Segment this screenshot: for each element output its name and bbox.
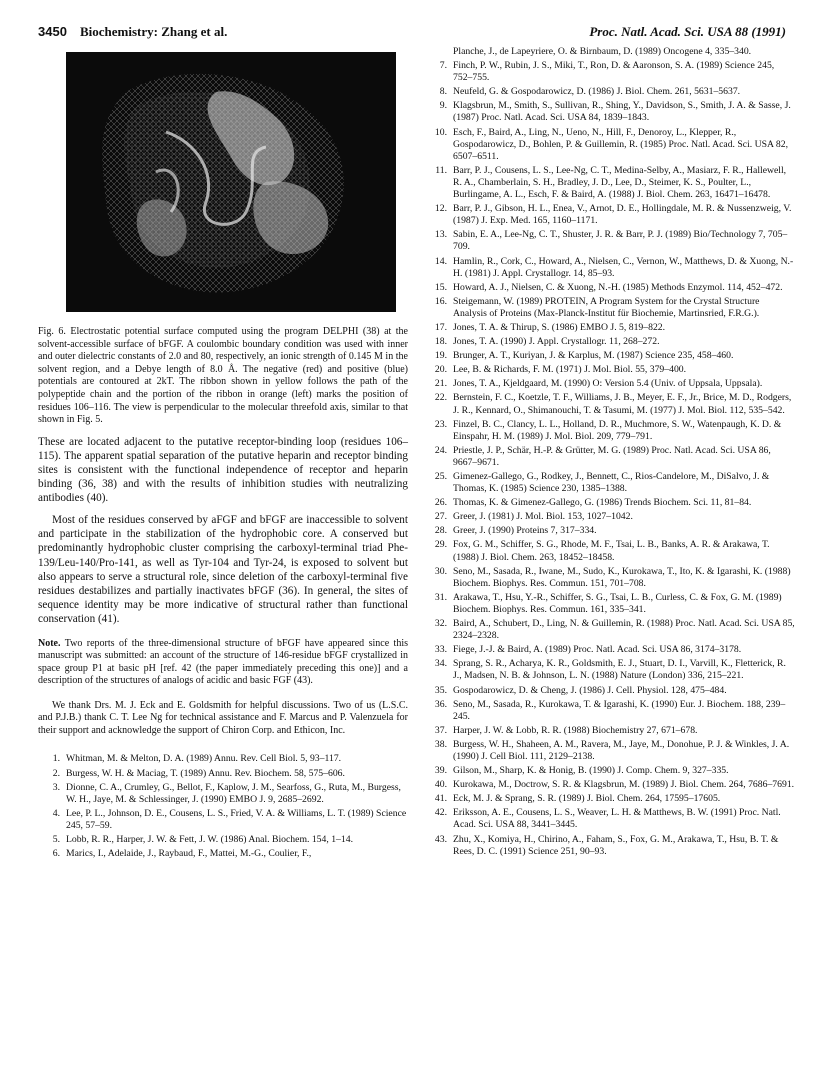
- reference-item: [425, 127, 795, 163]
- reference-number: 21.: [434, 378, 447, 390]
- reference-number: 14.: [434, 255, 447, 267]
- reference-item: [425, 685, 795, 697]
- reference-number: 20.: [434, 364, 447, 376]
- reference-text: Barr, P. J., Gibson, H. L., Enea, V., Arnot, D. E., Hollingdale, M. R. & Nussenzweig, V. (1987) J. Exp. Med. 165, 1160–1171.: [453, 203, 792, 227]
- left-column: [38, 46, 408, 862]
- reference-number: 23.: [434, 418, 447, 430]
- reference-number: 37.: [434, 724, 447, 736]
- reference-number: 2.: [52, 767, 60, 779]
- acknowledgment: We thank Drs. M. J. Eck and E. Goldsmith for helpful discussions. Two of us (L.S.C. and P.J.B.) thank C. T. Lee Ng for technical assistance and F. Marcus and P. Valenzuela for their support and acknowledge the support of Chiron Corp. and Ethicon, Inc.: [38, 699, 408, 736]
- body-paragraph-2: Most of the residues conserved by aFGF and bFGF are inaccessible to solvent and participate in the stabilization of the hydrophobic core. A conserved but predominantly hydrophobic cluster comprising the carboxyl-terminal triad Phe-139/Leu-140/Pro-141, as well as Tyr-104 and Tyr-24, is exposed to solvent but also appears to serve a structural role, since deletion of the carboxyl-terminal five residues destabilizes and partially inactivates bFGF (36). In general, the sites of sequence identity may be more indicative of structural rather than functional conservation (41).: [38, 514, 408, 625]
- reference-text: Gilson, M., Sharp, K. & Honig, B. (1990) J. Comp. Chem. 9, 327–335.: [453, 765, 729, 777]
- reference-text: Harper, J. W. & Lobb, R. R. (1988) Biochemistry 27, 671–678.: [453, 724, 698, 736]
- reference-item: [38, 768, 408, 780]
- reference-item: [425, 419, 795, 443]
- reference-item: [425, 725, 795, 737]
- reference-number: 33.: [434, 644, 447, 656]
- reference-number: 18.: [434, 336, 447, 348]
- reference-number: 16.: [434, 295, 447, 307]
- reference-item: [425, 256, 795, 280]
- reference-number: 7.: [439, 60, 447, 72]
- reference-text: Seno, M., Sasada, R., Kurokawa, T. & Igarashi, K. (1990) Eur. J. Biochem. 188, 239–245.: [453, 698, 786, 722]
- reference-item: [38, 782, 408, 806]
- reference-item: [425, 658, 795, 682]
- reference-number: 34.: [434, 658, 447, 670]
- reference-number: 32.: [434, 618, 447, 630]
- body-paragraph-1: These are located adjacent to the putative receptor-binding loop (residues 106–115). The apparent spatial separation of the putative heparin and receptor binding sites is consistent with the functional independence of receptor and heparin binding (36, 38) and with the results of inhibition studies with neutralizing antibodies (40).: [38, 435, 408, 505]
- reference-item: [38, 753, 408, 765]
- reference-text: Gospodarowicz, D. & Cheng, J. (1986) J. Cell. Physiol. 128, 475–484.: [453, 684, 727, 696]
- reference-number: 11.: [435, 164, 447, 176]
- reference-item: [425, 539, 795, 563]
- reference-text: Lee, B. & Richards, F. M. (1971) J. Mol. Biol. 55, 379–400.: [453, 364, 687, 376]
- reference-number: 4.: [52, 807, 60, 819]
- reference-item: [425, 699, 795, 723]
- reference-text: Gimenez-Gallego, G., Rodkey, J., Bennett, C., Rios-Candelore, M., DiSalvo, J. & Thomas, K. (1985) Science 230, 1385–1388.: [453, 471, 770, 495]
- note-label: Note.: [38, 637, 61, 649]
- reference-text: Barr, P. J., Cousens, L. S., Lee-Ng, C. T., Medina-Selby, A., Masiarz, F. R., Hallewell, R. A., Chamberlain, S. H., Bradley, J. D., Lee, D., Steimer, K. S., Poulter, L., Burlingame, A. L., Esch, F. & Baird, A. (1988) J. Biol. Chem. 263, 16471–16478.: [453, 164, 787, 201]
- reference-number: 38.: [434, 738, 447, 750]
- reference-number: 40.: [434, 779, 447, 791]
- reference-text: Seno, M., Sasada, R., Iwane, M., Sudo, K., Kurokawa, T., Ito, K. & Igarashi, K. (1988) Biochem. Biophys. Res. Commun. 151, 701–708.: [453, 565, 791, 589]
- reference-item: [425, 60, 795, 84]
- reference-item: [425, 765, 795, 777]
- reference-text: Thomas, K. & Gimenez-Gallego, G. (1986) Trends Biochem. Sci. 11, 81–84.: [453, 497, 752, 509]
- reference-item: [425, 86, 795, 98]
- reference-number: 19.: [434, 350, 447, 362]
- reference-item: [425, 392, 795, 416]
- reference-number: 36.: [434, 698, 447, 710]
- reference-item: [425, 471, 795, 495]
- reference-text: Lee, P. L., Johnson, D. E., Cousens, L. S., Fried, V. A. & Williams, L. T. (1989) Science 245, 57–59.: [66, 807, 407, 831]
- reference-item: [425, 296, 795, 320]
- reference-text: Jones, T. A., Kjeldgaard, M. (1990) O: Version 5.4 (Univ. of Uppsala, Uppsala).: [453, 378, 763, 390]
- reference-item: [425, 566, 795, 590]
- reference-number: 17.: [434, 321, 447, 333]
- reference-item: [425, 793, 795, 805]
- reference-text: Burgess, W. H. & Maciag, T. (1989) Annu. Rev. Biochem. 58, 575–606.: [66, 767, 345, 779]
- reference-text: Marics, I., Adelaide, J., Raybaud, F., Mattei, M.-G., Coulier, F.,: [66, 848, 312, 860]
- reference-item: [425, 229, 795, 253]
- reference-number: 26.: [434, 497, 447, 509]
- reference-number: 31.: [434, 591, 447, 603]
- reference-number: 41.: [434, 793, 447, 805]
- reference-number: 29.: [434, 539, 447, 551]
- electrostatic-surface-figure: [66, 52, 396, 312]
- reference-item: [425, 378, 795, 390]
- reference-item: [425, 336, 795, 348]
- reference-text: Neufeld, G. & Gospodarowicz, D. (1986) J. Biol. Chem. 261, 5631–5637.: [453, 86, 741, 98]
- reference-number: 1.: [52, 753, 60, 765]
- figure-caption: Fig. 6. Electrostatic potential surface computed using the program DELPHI (38) at the solvent-accessible surface of bFGF. A coulombic boundary condition was used with inner and outer dielectric constants of 2.0 and 80, respectively, an ionic strength of 0.145 M in the solvent region, and a Debye length of 8.0 Å. The negative (red) and positive (blue) potentials are contoured at 2kT. The ribbon shown in yellow follows the path of the polypeptide chain and the portion of the ribbon in orange (left) marks the position of residues 106–116. The view is perpendicular to the molecular threefold axis, similar to that shown in Fig. 5.: [38, 326, 408, 426]
- reference-number: 3.: [52, 781, 60, 793]
- reference-text: Brunger, A. T., Kuriyan, J. & Karplus, M. (1987) Science 235, 458–460.: [453, 350, 734, 362]
- reference-text: Sprang, S. R., Acharya, K. R., Goldsmith, E. J., Stuart, D. I., Varvill, K., Fletterick, R. J., Madsen, N. B. & Johnson, L. N. (1988) Nature (London) 336, 215–221.: [453, 658, 786, 682]
- reference-number: 28.: [434, 525, 447, 537]
- reference-number: 42.: [434, 807, 447, 819]
- reference-list-right: [425, 46, 795, 858]
- reference-text: Zhu, X., Komiya, H., Chirino, A., Faham, S., Fox, G. M., Arakawa, T., Hsu, B. T. & Rees, D. C. (1991) Science 251, 90–93.: [453, 833, 779, 857]
- reference-text: Fox, G. M., Schiffer, S. G., Rhode, M. F., Tsai, L. B., Banks, A. R. & Arakawa, T. (1988) J. Biol. Chem. 263, 18452–18458.: [453, 539, 770, 563]
- reference-text: Eriksson, A. E., Cousens, L. S., Weaver, L. H. & Matthews, B. W. (1991) Proc. Natl. Acad. Sci. USA 88, 3441–3445.: [453, 807, 781, 831]
- reference-number: 30.: [434, 565, 447, 577]
- reference-text: Jones, T. A. & Thirup, S. (1986) EMBO J. 5, 819–822.: [453, 321, 666, 333]
- reference-item: [425, 322, 795, 334]
- note-text: Two reports of the three-dimensional structure of bFGF have appeared since this manuscript was submitted: an account of the structure of 146-residue bFGF crystallized in space group P1 at basic pH [ref. 42 (the paper immediately preceding this one)] and a description of the structures of analogs of acidic and basic FGF (43).: [38, 637, 408, 687]
- reference-text: Eck, M. J. & Sprang, S. R. (1989) J. Biol. Chem. 264, 17595–17605.: [453, 793, 721, 805]
- reference-number: 24.: [434, 444, 447, 456]
- reference-number: 5.: [52, 834, 60, 846]
- note-paragraph: [38, 638, 408, 688]
- reference-text: Dionne, C. A., Crumley, G., Bellot, F., Kaplow, J. M., Searfoss, G., Ruta, M., Burgess, W. H., Jaye, M. & Schlessinger, J. (1990) EMBO J. 9, 2685–2692.: [66, 781, 401, 805]
- reference-number: 9.: [439, 100, 447, 112]
- reference-item: [38, 834, 408, 846]
- reference-text: Greer, J. (1981) J. Mol. Biol. 153, 1027–1042.: [453, 511, 633, 523]
- right-column: [425, 46, 795, 860]
- reference-number: 8.: [439, 86, 447, 98]
- reference-text: Howard, A. J., Nielsen, C. & Xuong, N.-H. (1985) Methods Enzymol. 114, 452–472.: [453, 281, 783, 293]
- reference-item: [425, 364, 795, 376]
- reference-item: [425, 779, 795, 791]
- reference-text: Burgess, W. H., Shaheen, A. M., Ravera, M., Jaye, M., Donohue, P. J. & Winkles, J. A. (1990) J. Cell Biol. 111, 2129–2138.: [453, 738, 790, 762]
- reference-number: 43.: [434, 833, 447, 845]
- reference-item: [425, 644, 795, 656]
- journal-header: Proc. Natl. Acad. Sci. USA 88 (1991): [589, 24, 786, 39]
- running-title: Biochemistry: Zhang et al.: [80, 24, 228, 39]
- reference-text: Finch, P. W., Rubin, J. S., Miki, T., Ron, D. & Aaronson, S. A. (1989) Science 245, 752–755.: [453, 60, 775, 84]
- reference-list-left: [38, 753, 408, 860]
- molecular-surface-image: [66, 52, 396, 312]
- reference-text: Jones, T. A. (1990) J. Appl. Crystallogr. 11, 268–272.: [453, 336, 660, 348]
- reference-item: [425, 592, 795, 616]
- reference-text: Esch, F., Baird, A., Ling, N., Ueno, N., Hill, F., Denoroy, L., Klepper, R., Gospodarowicz, D., Bohlen, P. & Guillemin, R. (1985) Proc. Natl. Acad. Sci. USA 82, 6507–6511.: [453, 126, 788, 162]
- reference-text: Kurokawa, M., Doctrow, S. R. & Klagsbrun, M. (1989) J. Biol. Chem. 264, 7686–7691.: [453, 779, 795, 791]
- reference-number: 13.: [434, 229, 447, 241]
- reference-item: [425, 739, 795, 763]
- reference-text: Klagsbrun, M., Smith, S., Sullivan, R., Shing, Y., Davidson, S., Smith, J. A. & Sasse, J. (1987) Proc. Natl. Acad. Sci. USA 84, 1839–1843.: [453, 100, 791, 124]
- reference-number: 35.: [434, 684, 447, 696]
- reference-text: Bernstein, F. C., Koetzle, T. F., Williams, J. B., Meyer, E. F., Jr., Brice, M. D., Rodgers, J. R., Kennard, O., Shimanouchi, T. & Tasumi, M. (1977) J. Mol. Biol. 112, 535–542.: [453, 392, 792, 416]
- reference-text: Whitman, M. & Melton, D. A. (1989) Annu. Rev. Cell Biol. 5, 93–117.: [66, 753, 342, 765]
- reference-text: Planche, J., de Lapeyriere, O. & Birnbaum, D. (1989) Oncogene 4, 335–340.: [453, 46, 752, 57]
- reference-item: [425, 445, 795, 469]
- reference-number: 12.: [434, 203, 447, 215]
- reference-text: Arakawa, T., Hsu, Y.-R., Schiffer, S. G., Tsai, L. B., Curless, C. & Fox, G. M. (1989) Biochem. Biophys. Res. Commun. 161, 335–341.: [453, 591, 782, 615]
- reference-number: 15.: [434, 281, 447, 293]
- reference-text: Sabin, E. A., Lee-Ng, C. T., Shuster, J. R. & Barr, P. J. (1989) Bio/Technology 7, 705–709.: [453, 229, 788, 253]
- reference-number: 25.: [434, 471, 447, 482]
- reference-item: [425, 203, 795, 227]
- reference-text: Steigemann, W. (1989) PROTEIN, A Program System for the Crystal Structure Analysis of Proteins (Max-Planck-Institut für Biochemie, Martinsried, F.R.G.).: [453, 295, 760, 319]
- reference-item: [425, 282, 795, 294]
- reference-text: Hamlin, R., Cork, C., Howard, A., Nielsen, C., Vernon, W., Matthews, D. & Xuong, N.-H. (1981) J. Appl. Crystallogr. 14, 85–93.: [453, 255, 794, 279]
- page-number: 3450: [38, 24, 67, 39]
- reference-text: Lobb, R. R., Harper, J. W. & Fett, J. W. (1986) Anal. Biochem. 154, 1–14.: [66, 834, 353, 846]
- reference-item: [38, 848, 408, 860]
- reference-number: 6.: [52, 848, 60, 860]
- reference-text: Fiege, J.-J. & Baird, A. (1989) Proc. Natl. Acad. Sci. USA 86, 3174–3178.: [453, 644, 742, 656]
- reference-number: 27.: [434, 511, 447, 523]
- reference-item: [38, 808, 408, 832]
- reference-item: [425, 834, 795, 858]
- reference-text: Greer, J. (1990) Proteins 7, 317–334.: [453, 525, 597, 537]
- reference-item: [425, 497, 795, 509]
- reference-number: 10.: [434, 126, 447, 138]
- reference-continuation: [425, 46, 795, 58]
- reference-item: [425, 807, 795, 831]
- reference-text: Finzel, B. C., Clancy, L. L., Holland, D. R., Muchmore, S. W., Watenpaugh, K. D. & Einspahr, H. M. (1989) J. Mol. Biol. 209, 779–791.: [453, 418, 782, 442]
- reference-text: Priestle, J. P., Schär, H.-P. & Grütter, M. G. (1989) Proc. Natl. Acad. Sci. USA 86, 9667–9671.: [453, 444, 771, 468]
- reference-number: 39.: [434, 765, 447, 777]
- reference-number: 22.: [434, 392, 447, 404]
- reference-item: [425, 618, 795, 642]
- reference-item: [425, 100, 795, 124]
- reference-item: [425, 350, 795, 362]
- reference-item: [425, 165, 795, 201]
- reference-item: [425, 511, 795, 523]
- reference-text: Baird, A., Schubert, D., Ling, N. & Guillemin, R. (1988) Proc. Natl. Acad. Sci. USA 85, 2324–2328.: [453, 618, 795, 642]
- reference-item: [425, 525, 795, 537]
